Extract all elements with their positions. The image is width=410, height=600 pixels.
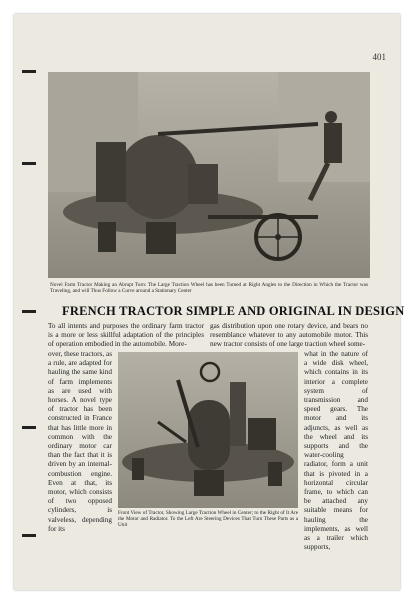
article-headline: FRENCH TRACTOR SIMPLE AND ORIGINAL IN DESIGN — [62, 304, 405, 318]
bottom-photo-caption: Front View of Tractor, Showing Large Traction Wheel in Center; to the Right of It Are the Motor and Radiator. To the Left Are Steering Devices That Turn These Parts as a Unit — [118, 510, 298, 528]
binding-mark — [22, 70, 36, 73]
column-2-narrow — [304, 350, 368, 586]
column-2-narrow-text: what in the nature of a wide disk wheel, which contains in its interior a complete system of transmission and speed gears. The motor and its adjuncts, as well as the wheel and its supports and the water-cooling radiator, form a unit that is pivoted in a horizontal circular frame, to which can be attached any suitable means for hauling the implements, as well as a trailer which supports, — [304, 350, 368, 552]
column-2-intro-text: gas distribution upon one rotary device, and bears no resemblance whatever to any automobile motor. This new tractor consists of one large traction wheel some- — [210, 322, 368, 349]
tractor-front-view-photo — [118, 352, 298, 508]
page-number: 401 — [372, 52, 386, 62]
binding-mark — [22, 310, 36, 313]
binding-mark — [22, 426, 36, 429]
top-photo-caption: Novel Farm Tractor Making an Abrupt Turn: The Large Traction Wheel has been Turned at Right Angles to the Direction in Which the Tractor was Traveling, and will Thus Follow a Curve around a Stationary Center — [50, 282, 368, 294]
binding-mark — [22, 162, 36, 165]
binding-mark — [22, 534, 36, 537]
column-1-narrow — [48, 350, 112, 586]
column-1-intro-text: To all intents and purposes the ordinary farm tractor is a more or less skillful adaptation of the principles of operation embodied in the automobile. More- — [48, 322, 204, 349]
column-1-intro — [48, 322, 204, 350]
magazine-page — [14, 14, 405, 590]
tractor-turning-photo — [48, 72, 370, 278]
column-2-intro — [210, 322, 368, 350]
column-1-narrow-text: over, these tractors, as a rule, are adapted for hauling the same kind of farm implements as are used with horses. A novel type of tractor has been constructed in France that has little more in common with the ordinary motor car than the fact that it is driven by an internal-combustion engine. Even at that, its motor, which consists of two opposed cylinders, is valveless, depending for its — [48, 350, 112, 533]
